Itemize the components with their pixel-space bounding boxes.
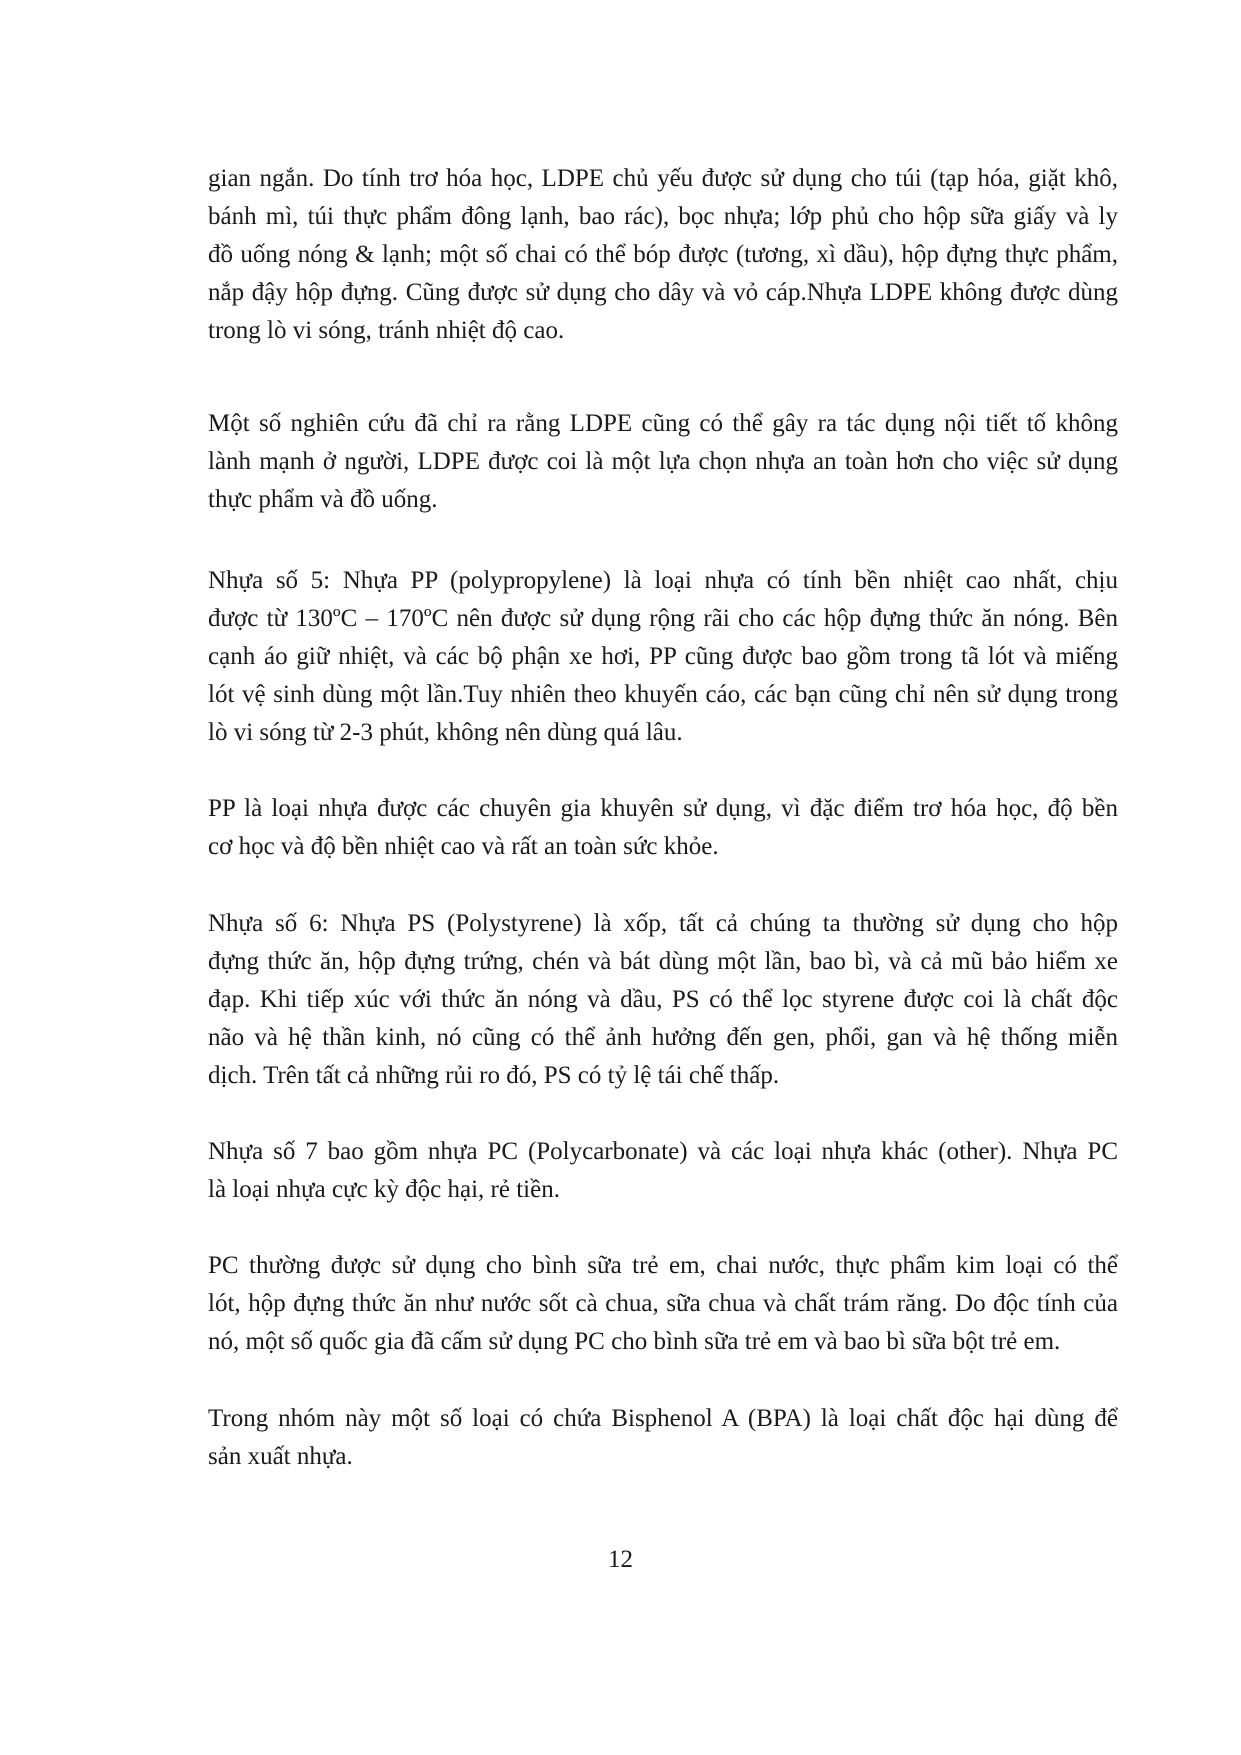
text-line: cơ học và độ bền nhiệt cao và rất an toàn sức khỏe. — [208, 833, 719, 860]
paragraph-plastic-7-pc — [208, 1133, 1118, 1209]
paragraph-pc-uses — [208, 1247, 1118, 1361]
text-line: dịch. Trên tất cả những rủi ro đó, PS có tỷ lệ tái chế thấp. — [208, 1062, 780, 1089]
text-line: lò vi sóng từ 2-3 phút, không nên dùng quá lâu. — [208, 719, 683, 746]
paragraph-ldpe-uses — [208, 160, 1118, 350]
text-line: nó, một số quốc gia đã cấm sử dụng PC cho bình sữa trẻ em và bao bì sữa bột trẻ em. — [208, 1328, 1061, 1355]
paragraph-bpa — [208, 1400, 1118, 1476]
text-line: được từ 130ºC – 170ºC nên được sử dụng rộng rãi cho các hộp đựng thức ăn nóng. Bên — [208, 605, 1118, 632]
text-line: đựng thức ăn, hộp đựng trứng, chén và bát dùng một lần, bao bì, và cả mũ bảo hiểm xe — [208, 948, 1118, 975]
page-number: 12 — [608, 1546, 633, 1573]
paragraph-plastic-6-ps — [208, 905, 1118, 1095]
text-line: nắp đậy hộp đựng. Cũng được sử dụng cho dây và vỏ cáp.Nhựa LDPE không được dùng — [208, 279, 1118, 306]
text-line: PP là loại nhựa được các chuyên gia khuyên sử dụng, vì đặc điểm trơ hóa học, độ bền — [208, 795, 1118, 822]
text-line: Nhựa số 5: Nhựa PP (polypropylene) là loại nhựa có tính bền nhiệt cao nhất, chịu — [208, 567, 1118, 594]
text-line: Nhựa số 6: Nhựa PS (Polystyrene) là xốp, tất cả chúng ta thường sử dụng cho hộp — [208, 910, 1118, 937]
text-line: PC thường được sử dụng cho bình sữa trẻ em, chai nước, thực phẩm kim loại có thể — [208, 1252, 1118, 1279]
text-line: lành mạnh ở người, LDPE được coi là một lựa chọn nhựa an toàn hơn cho việc sử dụng — [208, 448, 1118, 475]
text-line: đạp. Khi tiếp xúc với thức ăn nóng và dầu, PS có thể lọc styrene được coi là chất độc — [208, 986, 1118, 1013]
text-line: sản xuất nhựa. — [208, 1443, 353, 1470]
text-line: là loại nhựa cực kỳ độc hại, rẻ tiền. — [208, 1176, 560, 1203]
text-line: trong lò vi sóng, tránh nhiệt độ cao. — [208, 317, 565, 344]
text-line: lót, hộp đựng thức ăn như nước sốt cà chua, sữa chua và chất trám răng. Do độc tính của — [208, 1290, 1118, 1317]
text-line: đồ uống nóng & lạnh; một số chai có thể bóp được (tương, xì dầu), hộp đựng thực phẩm, — [208, 241, 1118, 268]
paragraph-ldpe-research — [208, 405, 1118, 519]
paragraph-plastic-5-pp — [208, 562, 1118, 752]
text-line: Nhựa số 7 bao gồm nhựa PC (Polycarbonate) và các loại nhựa khác (other). Nhựa PC — [208, 1138, 1118, 1165]
text-line: Trong nhóm này một số loại có chứa Bisphenol A (BPA) là loại chất độc hại dùng để — [208, 1405, 1118, 1432]
text-line: lót vệ sinh dùng một lần.Tuy nhiên theo khuyến cáo, các bạn cũng chỉ nên sử dụng trong — [208, 681, 1118, 708]
text-line: Một số nghiên cứu đã chỉ ra rằng LDPE cũng có thể gây ra tác dụng nội tiết tố không — [208, 410, 1118, 437]
text-line: gian ngắn. Do tính trơ hóa học, LDPE chủ yếu được sử dụng cho túi (tạp hóa, giặt khô, — [208, 165, 1118, 192]
text-line: thực phẩm và đồ uống. — [208, 486, 438, 513]
paragraph-pp-recommended — [208, 790, 1118, 866]
text-line: bánh mì, túi thực phẩm đông lạnh, bao rác), bọc nhựa; lớp phủ cho hộp sữa giấy và ly — [208, 203, 1118, 230]
text-line: não và hệ thần kinh, nó cũng có thể ảnh hưởng đến gen, phổi, gan và hệ thống miễn — [208, 1024, 1118, 1051]
text-line: cạnh áo giữ nhiệt, và các bộ phận xe hơi, PP cũng được bao gồm trong tã lót và miếng — [208, 643, 1118, 670]
